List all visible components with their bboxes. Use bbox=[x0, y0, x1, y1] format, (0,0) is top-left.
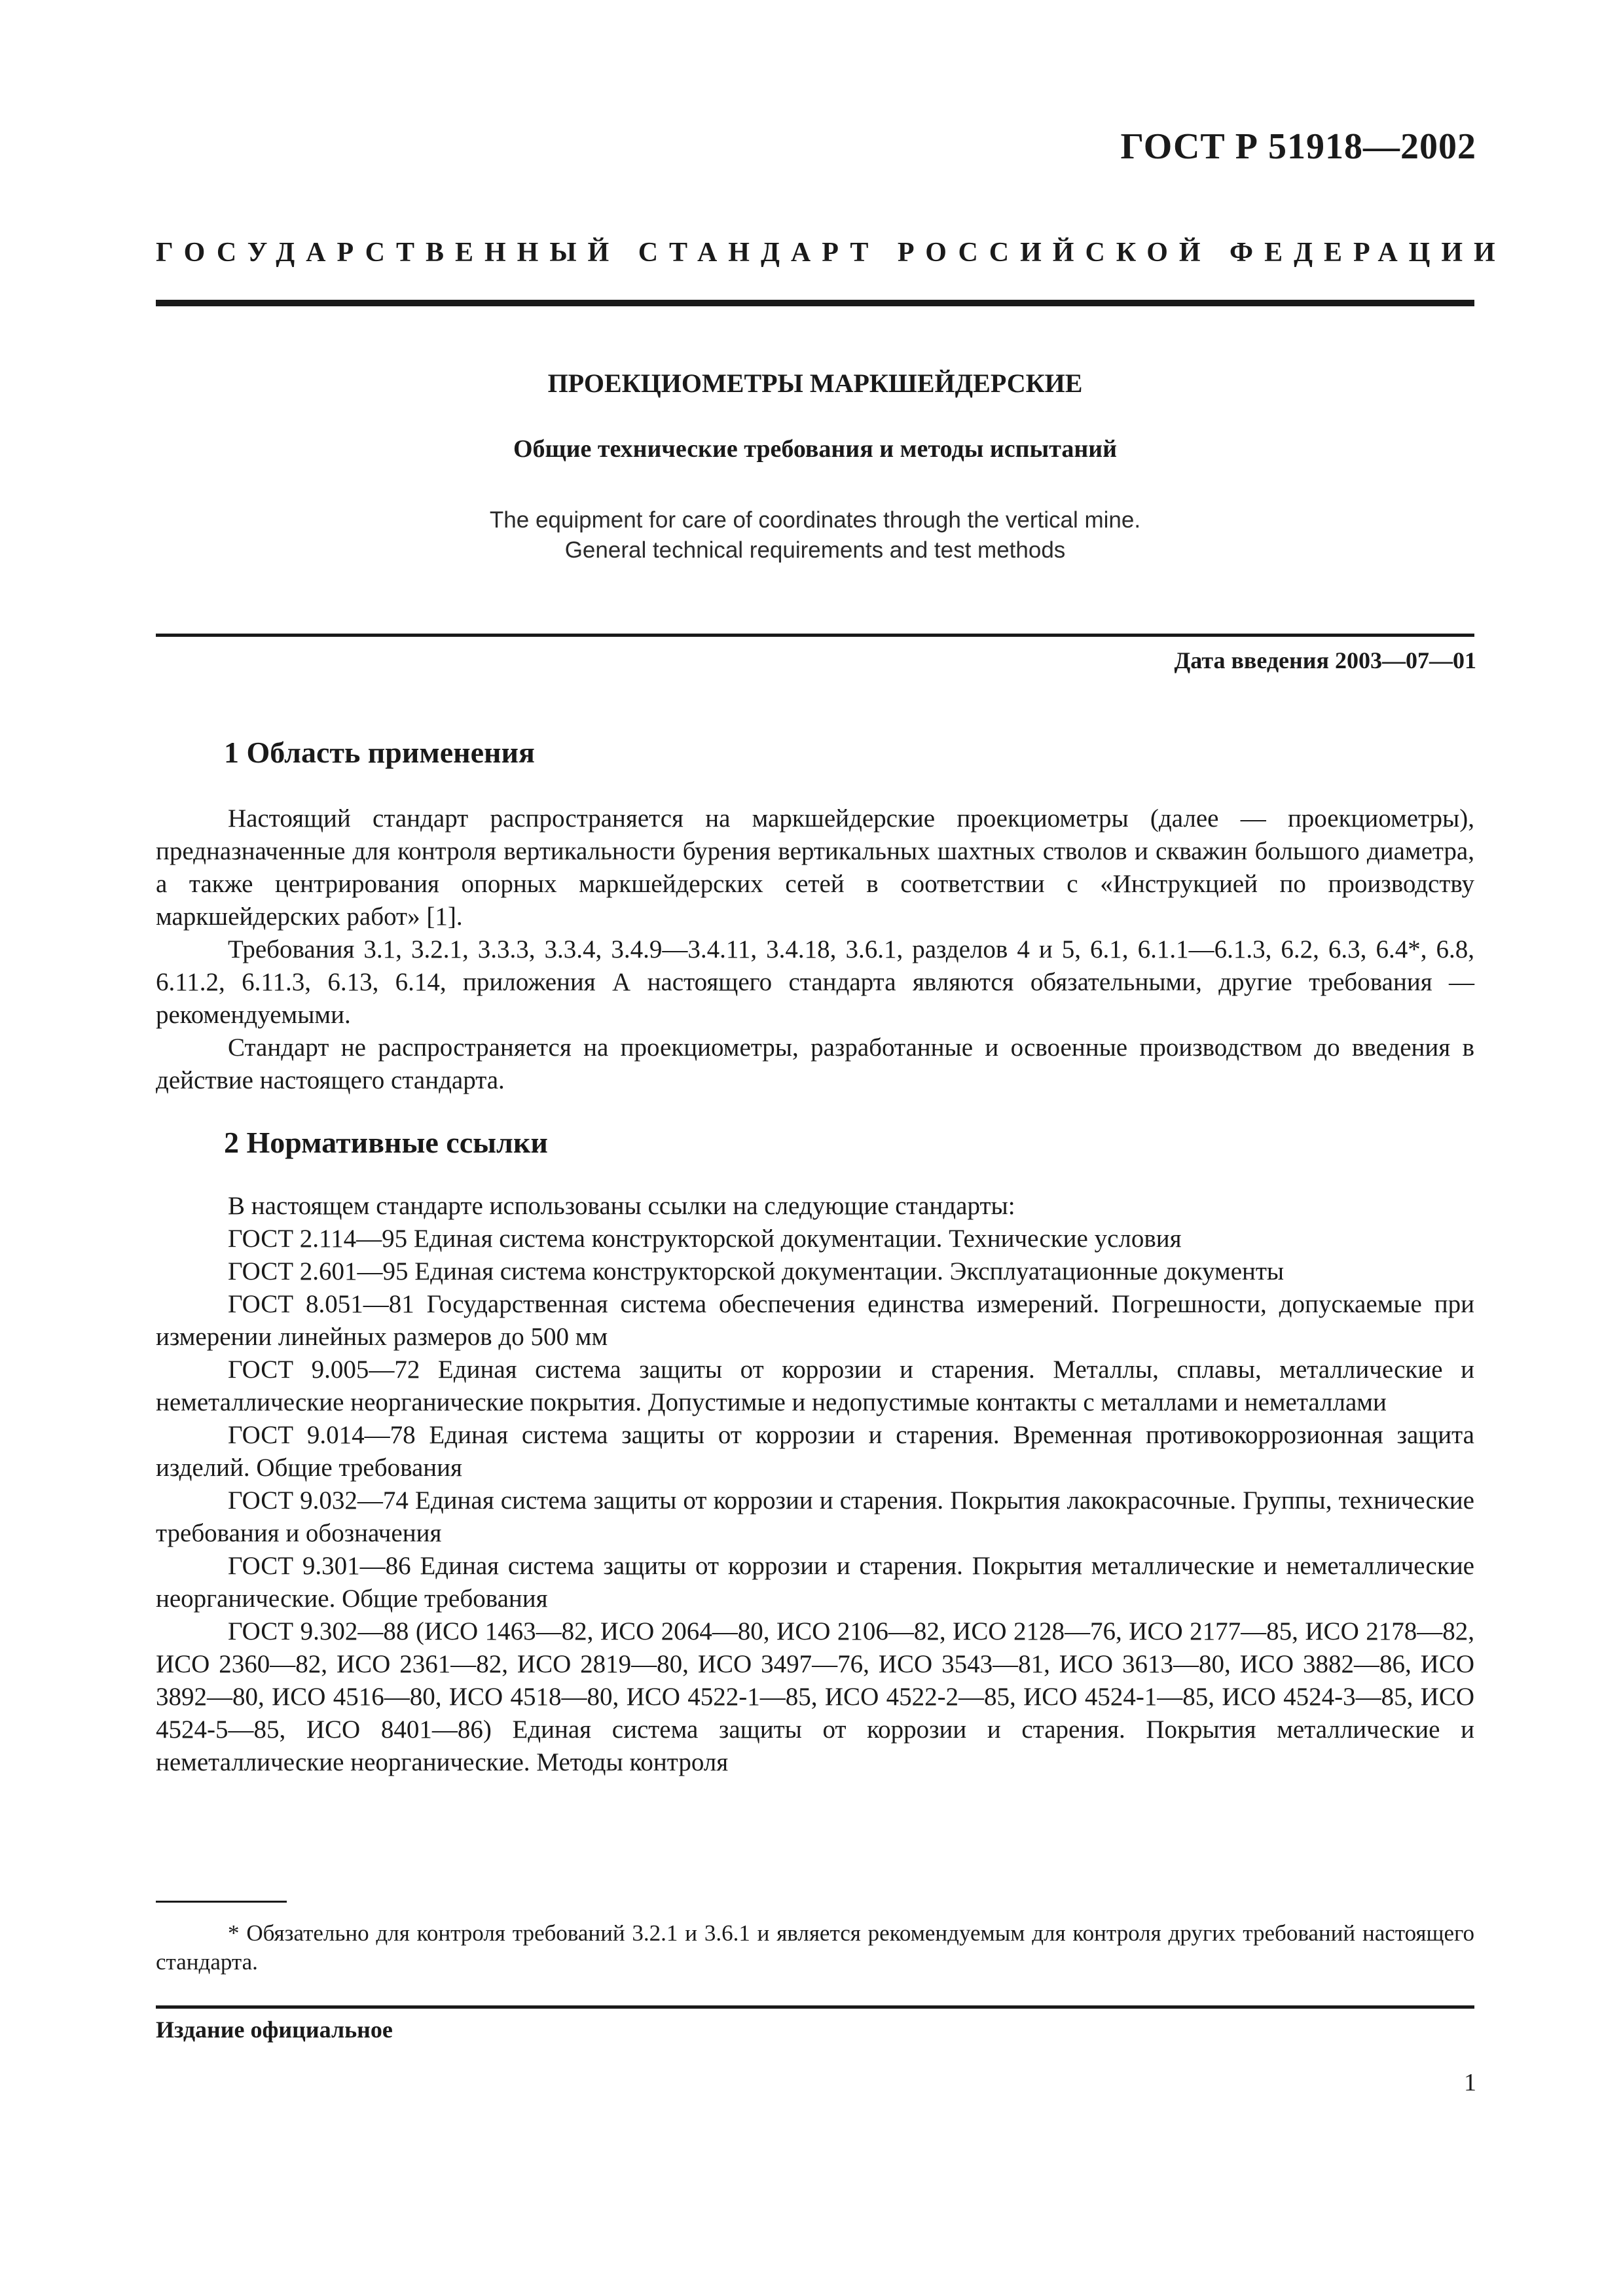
reference-item: ГОСТ 9.005—72 Единая система защиты от коррозии и старения. Металлы, сплавы, металлические и неметаллические неорганические покрытия. Допустимые и недопустимые контакты с металлами и неметаллами bbox=[156, 1355, 1474, 1416]
reference-item: ГОСТ 8.051—81 Государственная система обеспечения единства измерений. Погрешности, допускаемые при измерении линейных размеров до 500 мм bbox=[156, 1290, 1474, 1351]
footnote-divider bbox=[156, 1901, 287, 1903]
reference-item: ГОСТ 9.032—74 Единая система защиты от коррозии и старения. Покрытия лакокрасочные. Группы, технические требования и обозначения bbox=[156, 1486, 1474, 1547]
document-subtitle: Общие технические требования и методы испытаний bbox=[513, 435, 1118, 463]
section-scope bbox=[156, 733, 1474, 1097]
reference-item: ГОСТ 9.302—88 (ИСО 1463—82, ИСО 2064—80, ИСО 2106—82, ИСО 2128—76, ИСО 2177—85, ИСО 2178—82, ИСО 2360—82, ИСО 2361—82, ИСО 2819—80, ИСО 3497—76, ИСО 3543—81, ИСО 3613—80, ИСО 3882—86, ИСО 3892—80, ИСО 4516—80, ИСО 4518—80, ИСО 4522-1—85, ИСО 4522-2—85, ИСО 4524-1—85, ИСО 4524-3—85, ИСО 4524-5—85, ИСО 8401—86) Единая система защиты от коррозии и старения. Покрытия металлические и неметаллические неорганические. Методы контроля bbox=[156, 1617, 1474, 1776]
introduction-date: Дата введения 2003—07—01 bbox=[1174, 647, 1476, 673]
title-divider bbox=[156, 634, 1474, 637]
section-heading: 1 Область применения bbox=[224, 736, 535, 769]
document-number: ГОСТ Р 51918—2002 bbox=[1120, 126, 1476, 167]
page-number: 1 bbox=[1464, 2069, 1476, 2096]
footer-divider bbox=[156, 2005, 1474, 2009]
reference-item: ГОСТ 9.014—78 Единая система защиты от коррозии и старения. Временная противокоррозионная защита изделий. Общие требования bbox=[156, 1421, 1474, 1482]
section-heading: 2 Нормативные ссылки bbox=[224, 1126, 548, 1159]
reference-item: ГОСТ 9.301—86 Единая система защиты от коррозии и старения. Покрытия металлические и неметаллические неорганические. Общие требования bbox=[156, 1552, 1474, 1613]
state-standard-header: ГОСУДАРСТВЕННЫЙ СТАНДАРТ РОССИЙСКОЙ ФЕДЕРАЦИИ bbox=[156, 238, 1506, 268]
paragraph: Настоящий стандарт распространяется на маркшейдерские проекциометры (далее — проекциометры), предназначенные для контроля вертикальности бурения вертикальных шахтных стволов и скважин большого диаметра, а также центрирования опорных маркшейдерских сетей в соответствии с «Инструкцией по производству маркшейдерских работ» [1]. bbox=[156, 804, 1474, 931]
paragraph: Требования 3.1, 3.2.1, 3.3.3, 3.3.4, 3.4.9—3.4.11, 3.4.18, 3.6.1, разделов 4 и 5, 6.1, 6.1.1—6.1.3, 6.2, 6.3, 6.4*, 6.8, 6.11.2, 6.11.3, 6.13, 6.14, приложения А настоящего стандарта являются обязательными, другие требования — рекомендуемыми. bbox=[156, 935, 1474, 1029]
english-title bbox=[156, 505, 1474, 565]
paragraph: Стандарт не распространяется на проекциометры, разработанные и освоенные производством до введения в действие настоящего стандарта. bbox=[156, 1033, 1474, 1094]
english-title-line-2: General technical requirements and test methods bbox=[564, 537, 1066, 563]
paragraph: В настоящем стандарте использованы ссылки на следующие стандарты: bbox=[228, 1192, 1015, 1220]
header-divider bbox=[156, 300, 1474, 306]
document-body bbox=[156, 733, 1474, 1779]
document-title: ПРОЕКЦИОМЕТРЫ МАРКШЕЙДЕРСКИЕ bbox=[547, 368, 1083, 398]
official-edition-label: Издание официальное bbox=[156, 2017, 393, 2043]
english-title-line-1: The equipment for care of coordinates through the vertical mine. bbox=[489, 507, 1141, 533]
reference-item: ГОСТ 2.114—95 Единая система конструкторской документации. Технические условия bbox=[228, 1225, 1182, 1253]
section-normative-references bbox=[156, 1123, 1474, 1779]
footnote: * Обязательно для контроля требований 3.2.1 и 3.6.1 и является рекомендуемым для контроля других требований настоящего стандарта. bbox=[156, 1920, 1474, 1975]
reference-item: ГОСТ 2.601—95 Единая система конструкторской документации. Эксплуатационные документы bbox=[228, 1257, 1285, 1285]
